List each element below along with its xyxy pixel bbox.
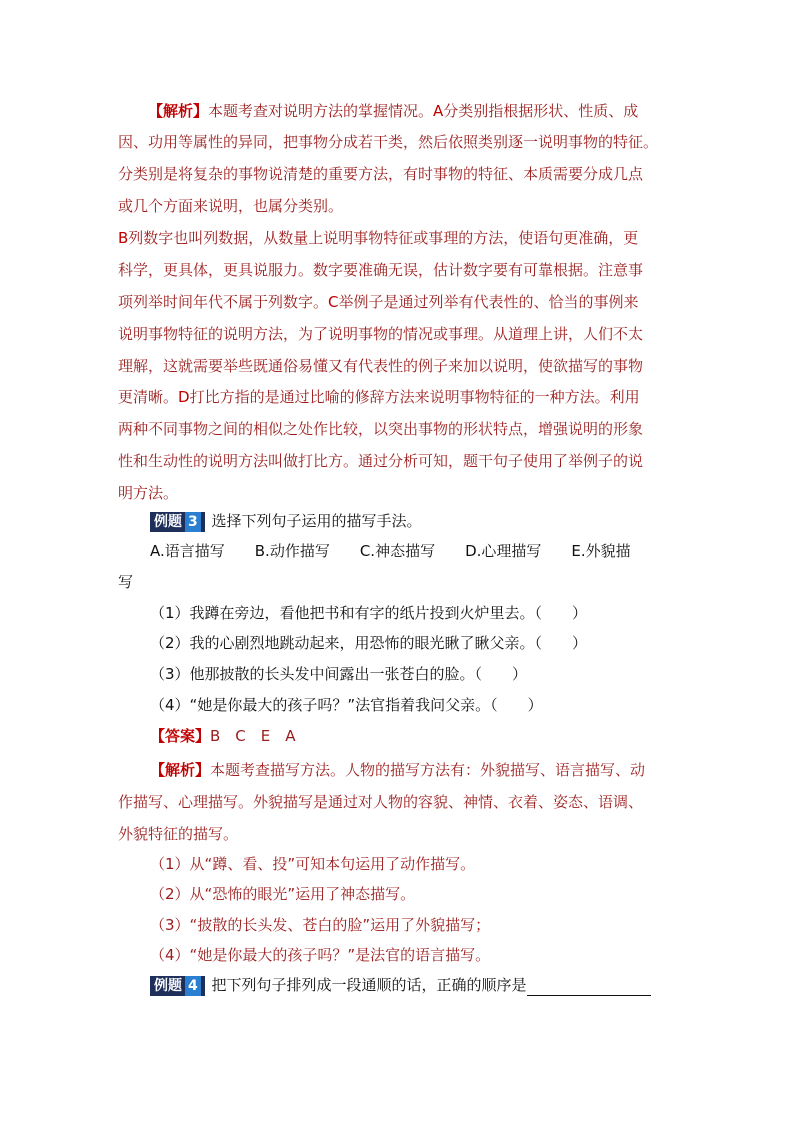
example-4-heading: [150, 975, 651, 996]
text: 项列举时间年代不属于列数字。: [118, 293, 329, 311]
analysis-line: [118, 292, 639, 312]
analysis-line: [118, 228, 638, 248]
text: 更清晰。: [118, 388, 179, 406]
badge-number: 4: [185, 976, 201, 996]
analysis-line: 两种不同事物之间的相似之处作比较，以突出事物的形状特点，增强说明的形象: [118, 420, 644, 438]
badge-label: 例题: [154, 514, 182, 530]
option-letter: B: [118, 229, 129, 247]
options-line: A.语言描写 B.动作描写 C.神态描写 D.心理描写 E.外貌描: [150, 542, 631, 560]
answer-blank[interactable]: [527, 979, 651, 996]
option-letter: A: [433, 102, 444, 120]
example-prompt: 选择下列句子运用的描写手法。: [211, 512, 422, 530]
text: 列数字也叫列数据，从数量上说明事物特征或事理的方法，使语句更准确，更: [128, 229, 639, 247]
question-2: （2）我的心剧烈地跳动起来，用恐怖的眼光瞅了瞅父亲。（ ）: [150, 634, 588, 652]
text: 举例子是通过列举有代表性的、恰当的事例来: [338, 293, 639, 311]
badge-number: 3: [185, 512, 201, 532]
text: 本题考查描写方法。人物的描写方法有：外貌描写、语言描写、动: [210, 761, 646, 779]
analysis-line: 作描写、心理描写。外貌描写是通过对人物的容貌、神情、衣着、姿态、语调、: [118, 793, 644, 811]
option-letter: C: [328, 293, 339, 311]
analysis-line: [150, 760, 645, 780]
analysis-line: [118, 387, 640, 407]
analysis-item: （2）从“恐怖的眼光”运用了神态描写。: [150, 885, 416, 903]
answer-tag: 【答案】: [150, 727, 211, 745]
example-badge: [150, 976, 205, 996]
option-letter: D: [178, 388, 190, 406]
analysis-item: （4）“她是你最大的孩子吗？”是法官的语言描写。: [150, 946, 491, 964]
text: 本题考查对说明方法的掌握情况。: [208, 102, 434, 120]
answer-line: [150, 726, 296, 746]
question-1: （1）我蹲在旁边，看他把书和有字的纸片投到火炉里去。（ ）: [150, 604, 588, 622]
options-wrap: 写: [118, 573, 134, 591]
analysis-line: 外貌特征的描写。: [118, 825, 239, 843]
analysis-line: 或几个方面来说明，也属分类别。: [118, 197, 344, 215]
example-badge: [150, 512, 205, 532]
example-3-heading: [150, 511, 422, 532]
analysis-line: 理解，这就需要举些既通俗易懂又有代表性的例子来加以说明，使欲描写的事物: [118, 357, 644, 375]
analysis-line: 明方法。: [118, 484, 179, 502]
analysis-line: 分类别是将复杂的事物说清楚的重要方法，有时事物的特征、本质需要分成几点: [118, 165, 644, 183]
text: 分类别指根据形状、性质、成: [443, 102, 639, 120]
analysis-line: 科学，更具体，更具说服力。数字要准确无误，估计数字要有可靠根据。注意事: [118, 261, 644, 279]
answer-text: B C E A: [210, 727, 296, 745]
analysis-line: 因、功用等属性的异同，把事物分成若干类，然后依照类别逐一说明事物的特征。: [118, 133, 659, 151]
question-4: （4）“她是你最大的孩子吗？”法官指着我问父亲。（ ）: [150, 696, 543, 714]
analysis-line: 性和生动性的说明方法叫做打比方。通过分析可知，题干句子使用了举例子的说: [118, 452, 644, 470]
badge-label: 例题: [154, 978, 182, 994]
analysis-tag: 【解析】: [150, 761, 211, 779]
analysis-item: （1）从“蹲、看、投”可知本句运用了动作描写。: [150, 855, 476, 873]
analysis-tag: 【解析】: [148, 102, 209, 120]
text: 打比方指的是通过比喻的修辞方法来说明事物特征的一种方法。利用: [189, 388, 640, 406]
example-prompt: 把下列句子排列成一段通顺的话，正确的顺序是: [211, 976, 527, 994]
analysis-line: [148, 101, 638, 121]
analysis-line: 说明事物特征的说明方法，为了说明事物的情况或事理。从道理上讲，人们不太: [118, 325, 644, 343]
question-3: （3）他那披散的长头发中间露出一张苍白的脸。（ ）: [150, 665, 528, 683]
analysis-item: （3）“披散的长头发、苍白的脸”运用了外貌描写；: [150, 916, 491, 934]
